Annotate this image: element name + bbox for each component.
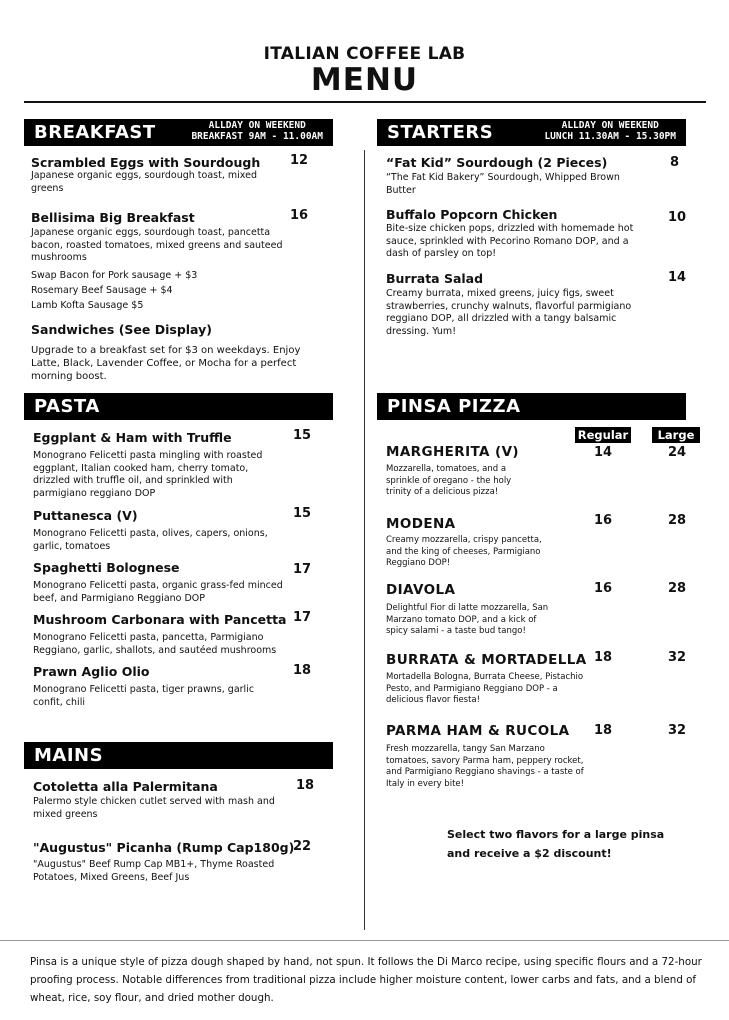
- menu-item-description: Palermo style chicken cutlet served with mash and mixed greens: [33, 796, 275, 820]
- menu-item-name: “Fat Kid” Sourdough (2 Pieces): [386, 155, 608, 170]
- pinsa-explanation: Pinsa is a unique style of pizza dough shaped by hand, not spun. It follows the Di Marco recipe, using specific flours and a 72-hour proofing process. Notable differences from traditional pizza include higher moisture content, lower carbs and fats, and a blend of wheat, rice, soy flour, and dried mother dough.: [30, 956, 702, 1004]
- breakfast-upgrade-note: Upgrade to a breakfast set for $3 on weekdays. Enjoy Latte, Black, Lavender Coffee, or Mocha for a perfect morning boost.: [31, 345, 301, 382]
- menu-item-description: Creamy burrata, mixed greens, juicy figs, sweet strawberries, crunchy walnuts, flavorful parmigiano reggiano DOP, all drizzled with a tangy balsamic dressing. Yum!: [386, 288, 632, 337]
- pizza-price-regular: 14: [594, 445, 613, 460]
- starters-title: STARTERS: [387, 122, 494, 143]
- menu-item-description: Bite-size chicken pops, drizzled with homemade hot sauce, sprinkled with Pecorino Romano DOP, and a dash of parsley on top!: [386, 223, 634, 259]
- menu-item-price: 17: [293, 562, 312, 577]
- menu-item-name: Mushroom Carbonara with Pancetta: [33, 612, 287, 627]
- sandwiches-label: Sandwiches (See Display): [31, 322, 212, 337]
- pizza-description: Mozzarella, tomatoes, and a sprinkle of oregano - the holy trinity of a delicious pizza!: [386, 464, 512, 497]
- pizza-price-large: 24: [668, 445, 687, 460]
- menu-item-price: 10: [668, 210, 687, 225]
- breakfast-hours-weekday: BREAKFAST 9AM - 11.00AM: [191, 131, 323, 142]
- breakfast-header: [24, 119, 333, 146]
- footer-divider: [0, 940, 729, 941]
- pizza-name: MARGHERITA (V): [386, 444, 519, 460]
- size-large-label: Large: [652, 427, 700, 443]
- breakfast-title: BREAKFAST: [34, 122, 156, 143]
- pizza-price-large: 28: [668, 581, 687, 596]
- menu-item-price: 22: [293, 839, 312, 854]
- menu-item-price: 18: [293, 663, 312, 678]
- pizza-price-large: 32: [668, 723, 687, 738]
- menu-item-name: Scrambled Eggs with Sourdough: [31, 155, 261, 170]
- pasta-title: PASTA: [34, 396, 100, 417]
- menu-item-description: "Augustus" Beef Rump Cap MB1+, Thyme Roasted Potatoes, Mixed Greens, Beef Jus: [33, 859, 275, 883]
- menu-item-name: Eggplant & Ham with Truffle: [33, 430, 232, 445]
- starters-hours: [544, 120, 676, 142]
- menu-item-name: "Augustus" Picanha (Rump Cap180g): [33, 840, 295, 855]
- menu-item-name: Buffalo Popcorn Chicken: [386, 207, 558, 222]
- menu-item-description: Monograno Felicetti pasta, tiger prawns, garlic confit, chili: [33, 684, 255, 708]
- breakfast-hours: [191, 120, 323, 142]
- pizza-name: MODENA: [386, 516, 456, 532]
- pinsa-discount-note: Select two flavors for a large pinsa and receive a $2 discount!: [447, 828, 665, 860]
- mains-title: MAINS: [34, 745, 104, 766]
- menu-item-price: 15: [293, 428, 312, 443]
- pizza-price-large: 28: [668, 513, 687, 528]
- pizza-description: Creamy mozzarella, crispy pancetta, and the king of cheeses, Parmigiano Reggiano DOP!: [386, 535, 542, 568]
- menu-item-name: Bellisima Big Breakfast: [31, 210, 195, 225]
- pasta-header: [24, 393, 333, 420]
- breakfast-hours-weekend: ALLDAY ON WEEKEND: [208, 120, 306, 131]
- menu-item-price: 15: [293, 506, 312, 521]
- addon-item: Swap Bacon for Pork sausage + $3: [31, 270, 198, 281]
- pizza-name: BURRATA & MORTADELLA: [386, 652, 587, 668]
- menu-item-description: Japanese organic eggs, sourdough toast, pancetta bacon, roasted tomatoes, mixed greens and sauteed mushrooms: [31, 227, 283, 263]
- column-divider: [364, 150, 365, 930]
- menu-item-price: 12: [290, 153, 309, 168]
- menu-item-name: Burrata Salad: [386, 271, 484, 286]
- starters-hours-weekend: ALLDAY ON WEEKEND: [561, 120, 659, 131]
- pizza-name: DIAVOLA: [386, 582, 456, 598]
- pizza-price-large: 32: [668, 650, 687, 665]
- brand-name: ITALIAN COFFEE LAB: [263, 44, 466, 64]
- menu-item-price: 16: [290, 208, 309, 223]
- menu-item-description: Monograno Felicetti pasta, organic grass-fed minced beef, and Parmigiano Reggiano DOP: [33, 580, 283, 604]
- pizza-price-regular: 18: [594, 723, 613, 738]
- menu-item-name: Prawn Aglio Olio: [33, 664, 150, 679]
- addon-item: Lamb Kofta Sausage $5: [31, 300, 144, 311]
- pizza-description: Mortadella Bologna, Burrata Cheese, Pistachio Pesto, and Parmigiano Reggiano DOP - a delicious flavor fiesta!: [386, 672, 584, 705]
- menu-item-name: Spaghetti Bolognese: [33, 560, 180, 575]
- menu-item-description: Monograno Felicetti pasta, pancetta, Parmigiano Reggiano, garlic, shallots, and sautéed mushrooms: [33, 632, 277, 656]
- menu-item-description: Monograno Felicetti pasta, olives, capers, onions, garlic, tomatoes: [33, 528, 268, 552]
- pizza-description: Delightful Fior di latte mozzarella, San Marzano tomato DOP, and a kick of spicy salami - a taste bud tango!: [386, 603, 549, 636]
- addon-item: Rosemary Beef Sausage + $4: [31, 285, 173, 296]
- pizza-price-regular: 16: [594, 513, 613, 528]
- pinsa-header: [377, 393, 686, 420]
- menu-item-description: “The Fat Kid Bakery” Sourdough, Whipped Brown Butter: [386, 172, 620, 196]
- starters-hours-weekday: LUNCH 11.30AM - 15.30PM: [544, 131, 676, 142]
- mains-header: [24, 742, 333, 769]
- menu-item-description: Japanese organic eggs, sourdough toast, mixed greens: [31, 170, 257, 194]
- menu-item-price: 17: [293, 610, 312, 625]
- pizza-description: Fresh mozzarella, tangy San Marzano tomatoes, savory Parma ham, peppery rocket, and Parmigiano Reggiano shavings - a taste of Italy in every bite!: [386, 744, 584, 789]
- menu-item-price: 14: [668, 270, 687, 285]
- starters-header: [377, 119, 686, 146]
- pizza-price-regular: 18: [594, 650, 613, 665]
- menu-item-price: 8: [670, 155, 680, 170]
- page-title: MENU: [310, 62, 419, 98]
- menu-item-price: 18: [296, 778, 315, 793]
- menu-item-name: Puttanesca (V): [33, 508, 138, 523]
- pizza-price-regular: 16: [594, 581, 613, 596]
- size-regular-label: Regular: [575, 427, 631, 443]
- menu-item-description: Monograno Felicetti pasta mingling with roasted eggplant, Italian cooked ham, cherry tomato, drizzled with truffle oil, and sprinkled with parmigiano reggiano DOP: [33, 450, 263, 499]
- pizza-name: PARMA HAM & RUCOLA: [386, 723, 570, 739]
- pinsa-title: PINSA PIZZA: [387, 396, 521, 417]
- menu-item-name: Cotoletta alla Palermitana: [33, 779, 218, 794]
- header-divider: [24, 101, 706, 103]
